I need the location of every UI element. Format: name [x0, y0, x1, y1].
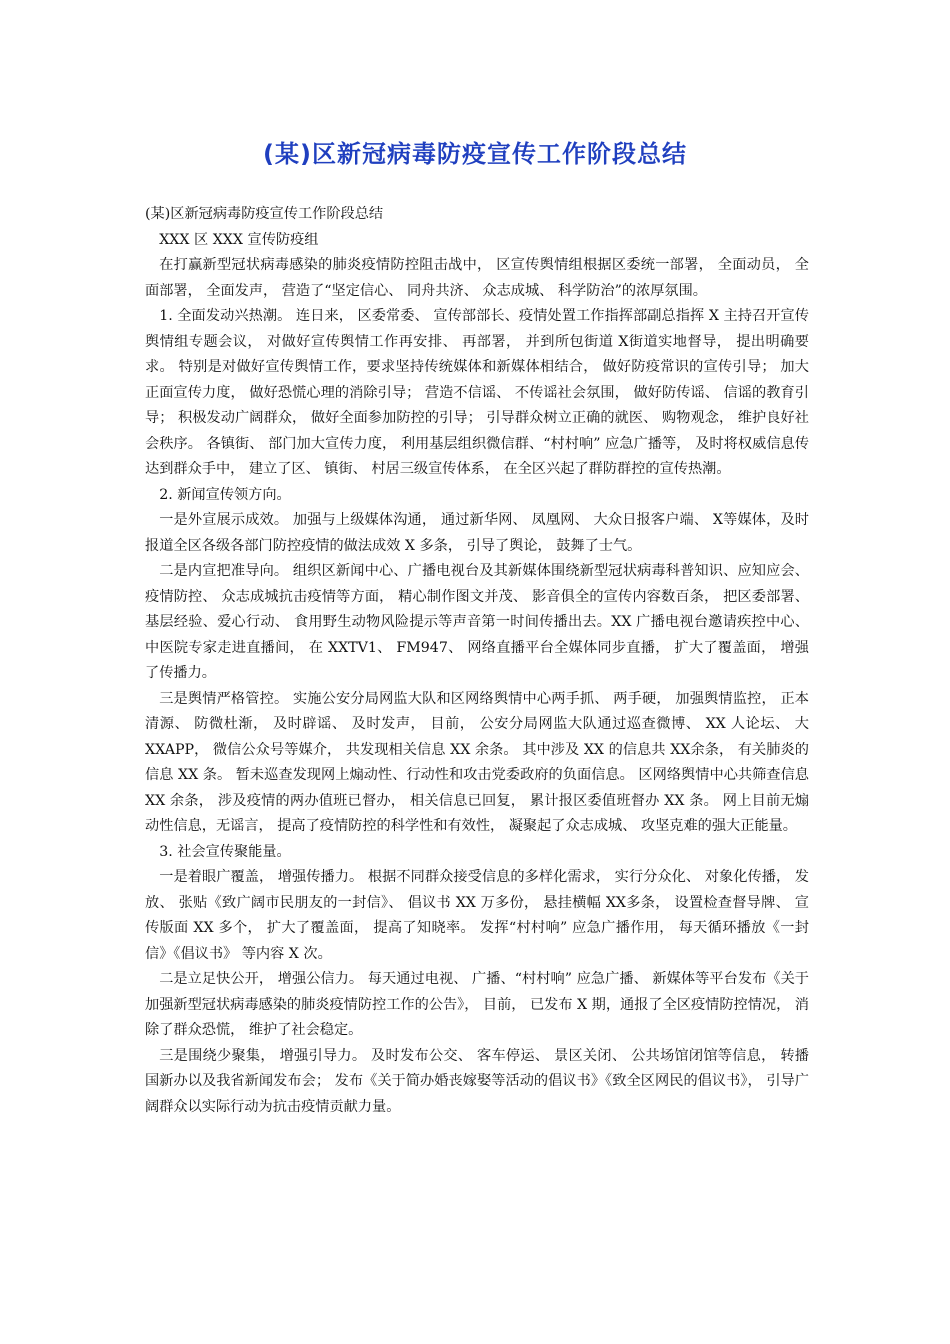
- section-2-item-3: 三是舆情严格管控。 实施公安分局网监大队和区网络舆情中心两手抓、 两手硬， 加强舆情监控， 正本清源、 防微杜渐， 及时辟谣、 及时发声， 目前， 公安分局网监大队通过巡查微博、 XX 人论坛、 大 XXAPP， 微信公众号等媒介， 共发现相关信息 XX 余条。 其中涉及 XX 的信息共 XX余条， 有关肺炎的信息 XX 条。 暂未巡查发现网上煽动性、行动性和攻击党委政府的负面信息。 区网络舆情中心共筛查信息 XX 余条， 涉及疫情的两办值班已督办， 相关信息已回复， 累计报区委值班督办 XX 条。 网上目前无煽动性信息，无谣言， 提高了疫情防控的科学性和有效性， 凝聚起了众志成城、 攻坚克难的强大正能量。: [145, 690, 809, 834]
- document-body: [145, 202, 809, 1120]
- author-line: XXX 区 XXX 宣传防疫组: [159, 231, 319, 248]
- section-3-item-1: 一是着眼广覆盖， 增强传播力。 根据不同群众接受信息的多样化需求， 实行分众化、 对象化传播， 发放、 张贴《致广阔市民朋友的一封信》、 倡议书 XX 万多份， 悬挂横幅 XX多条， 设置检查督导牌、 宣传版面 XX 多个， 扩大了覆盖面， 提高了知晓率。 发挥“村村响” 应急广播作用， 每天循环播放《一封信》《倡议书》 等内容 X 次。: [145, 869, 809, 962]
- section-2-item-1: 一是外宣展示成效。 加强与上级媒体沟通， 通过新华网、 凤凰网、 大众日报客户端、 X等媒体，及时报道全区各级各部门防控疫情的做法成效 X 多条， 引导了舆论， 鼓舞了士气。: [145, 512, 809, 554]
- subtitle-line: (某)区新冠病毒防疫宣传工作阶段总结: [145, 206, 384, 222]
- section-3-heading: 3. 社会宣传聚能量。: [159, 843, 291, 860]
- section-3-item-3: 三是围绕少聚集， 增强引导力。 及时发布公交、 客车停运、 景区关闭、 公共场馆闭馆等信息， 转播国新办以及我省新闻发布会； 发布《关于简办婚丧嫁娶等活动的倡议书》《致全区网民的倡议书》， 引导广阔群众以实际行动为抗击疫情贡献力量。: [145, 1047, 809, 1115]
- section-2-heading: 2. 新闻宣传领方向。: [159, 486, 291, 503]
- section-2-item-2: 二是内宣把准导向。 组织区新闻中心、广播电视台及其新媒体围绕新型冠状病毒科普知识、应知应会、 疫情防控、 众志成城抗击疫情等方面， 精心制作图文并茂、 影音俱全的宣传内容数百条， 把区委部署、 基层经验、爱心行动、 食用野生动物风险提示等声音第一时间传播出去。XX 广播电视台邀请疾控中心、 中医院专家走进直播间， 在 XXTV1、 FM947、 网络直播平台全媒体同步直播， 扩大了覆盖面， 增强了传播力。: [145, 563, 809, 681]
- section-1-paragraph: 1. 全面发动兴热潮。 连日来， 区委常委、 宣传部部长、疫情处置工作指挥部副总指挥 X 主持召开宣传舆情组专题会议， 对做好宣传舆情工作再安排、 再部署， 并到所包街道 X街道实地督导， 提出明确要求。 特别是对做好宣传舆情工作，要求坚持传统媒体和新媒体相结合， 做好防疫常识的宣传引导； 加大正面宣传力度， 做好恐慌心理的消除引导； 营造不信谣、 不传谣社会氛围， 做好防传谣、 信谣的教育引导； 积极发动广阔群众， 做好全面参加防控的引导； 引导群众树立正确的就医、 购物观念， 维护良好社会秩序。 各镇街、 部门加大宣传力度， 利用基层组织微信群、“村村响” 应急广播等， 及时将权威信息传达到群众手中， 建立了区、 镇街、 村居三级宣传体系， 在全区兴起了群防群控的宣传热潮。: [145, 308, 809, 477]
- document-title: (某)区新冠病毒防疫宣传工作阶段总结: [263, 140, 687, 168]
- section-3-item-2: 二是立足快公开， 增强公信力。 每天通过电视、 广播、“村村响” 应急广播、 新媒体等平台发布《关于加强新型冠状病毒感染的肺炎疫情防控工作的公告》， 目前， 已发布 X 期，通报了全区疫情防控情况， 消除了群众恐慌， 维护了社会稳定。: [145, 971, 809, 1038]
- intro-paragraph: 在打赢新型冠状病毒感染的肺炎疫情防控阻击战中， 区宣传舆情组根据区委统一部署， 全面动员， 全面部署， 全面发声， 营造了“坚定信心、 同舟共济、 众志成城、 科学防治”的浓厚氛围。: [145, 257, 809, 299]
